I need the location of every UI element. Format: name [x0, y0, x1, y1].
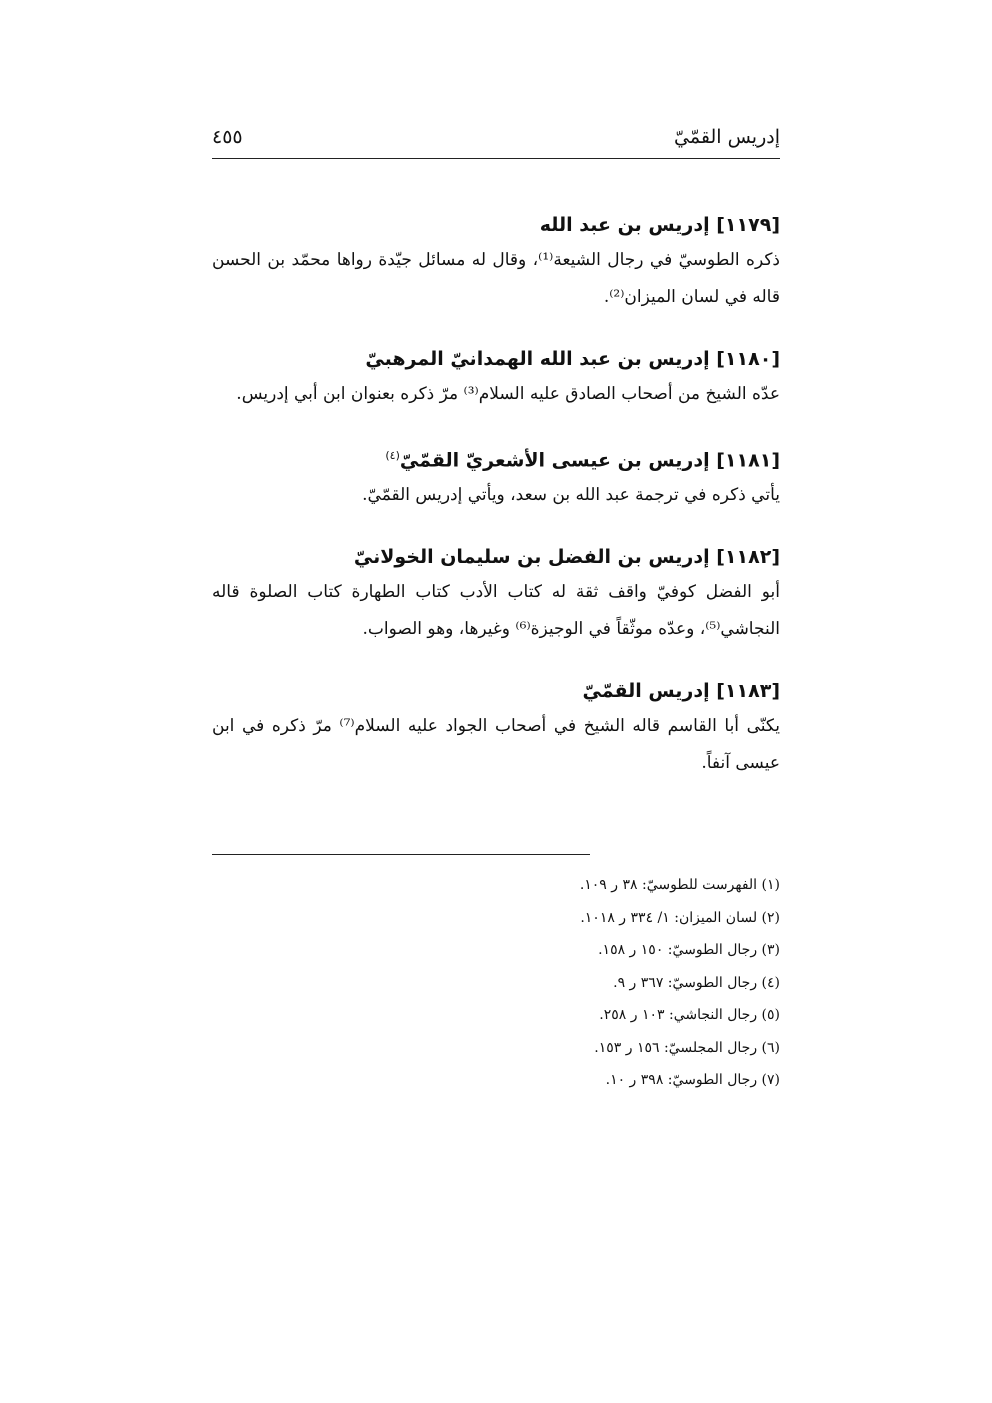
footnote-divider — [212, 854, 590, 855]
entry-body — [212, 376, 780, 413]
entries-section — [212, 208, 780, 808]
entry-title — [212, 439, 780, 477]
entry-body — [212, 574, 780, 648]
footnote-marker: (٤) — [385, 449, 400, 462]
entry-line: يأتي ذكره في ترجمة عبد الله بن سعد، ويأتي إدريس القمّيّ. — [362, 485, 780, 506]
entry-title-text: [١١٧٩] إدريس بن عبد الله — [539, 214, 780, 236]
footnote: (٣) رجال الطوسيّ: ١٥٠ ر ١٥٨. — [598, 942, 780, 958]
footnote: (٤) رجال الطوسيّ: ٣٦٧ ر ٩. — [613, 974, 780, 991]
entry-body — [212, 708, 780, 782]
entry-body — [212, 477, 780, 514]
footnote: (٢) لسان الميزان: ١/ ٣٣٤ ر ١٠١٨. — [580, 909, 780, 926]
entry-title-text: [١١٨٣] إدريس القمّيّ — [582, 680, 780, 703]
book-page — [212, 0, 780, 1403]
footnotes-section — [212, 854, 780, 1097]
entry-title-text: [١١٨١] إدريس بن عيسى الأشعريّ القمّيّ — [399, 449, 780, 472]
page-number: ٤٥٥ — [212, 126, 243, 148]
running-title: إدريس القمّيّ — [674, 126, 780, 148]
entry-1180 — [212, 342, 780, 413]
entry-line: النجاشي⁽⁵⁾، وعدّه موثّقاً في الوجيزة⁽⁶⁾ وغيرها، وهو الصواب. — [362, 619, 780, 640]
entry-line: قاله في لسان الميزان⁽²⁾. — [603, 287, 780, 307]
entry-title — [212, 342, 780, 376]
entry-title-text: [١١٨٢] إدريس بن الفضل بن سليمان الخولانيّ — [353, 546, 780, 569]
entry-1179 — [212, 208, 780, 316]
entry-line: أبو الفضل كوفيّ واقف ثقة له كتاب الأدب كتاب الطهارة كتاب الصلوة قاله — [212, 582, 780, 603]
entry-1181 — [212, 439, 780, 514]
entry-line: يكنّى أبا القاسم قاله الشيخ في أصحاب الجواد عليه السلام⁽⁷⁾ مرّ ذكره في ابن — [212, 716, 780, 737]
entry-title — [212, 540, 780, 574]
entry-line: ذكره الطوسيّ في رجال الشيعة⁽¹⁾، وقال له مسائل جيّدة رواها محمّد بن الحسن — [212, 250, 781, 270]
footnote-list — [212, 869, 780, 1097]
entry-line: عدّه الشيخ من أصحاب الصادق عليه السلام⁽³⁾ مرّ ذكره بعنوان ابن أبي إدريس. — [236, 384, 780, 404]
footnote: (٦) رجال المجلسيّ: ١٥٦ ر ١٥٣. — [594, 1039, 780, 1056]
footnote: (٥) رجال النجاشي: ١٠٣ ر ٢٥٨. — [599, 1007, 780, 1023]
entry-line: عيسى آنفاً. — [701, 753, 780, 774]
entry-1182 — [212, 540, 780, 648]
running-header — [212, 124, 780, 159]
entry-title-text: [١١٨٠] إدريس بن عبد الله الهمدانيّ المرهبيّ — [365, 348, 780, 370]
entry-body — [212, 242, 780, 316]
entry-1183 — [212, 674, 780, 782]
entry-title — [212, 674, 780, 708]
entry-title — [212, 208, 780, 242]
footnote: (١) الفهرست للطوسيّ: ٣٨ ر ١٠٩. — [579, 877, 780, 893]
footnote: (٧) رجال الطوسيّ: ٣٩٨ ر ١٠. — [605, 1072, 780, 1088]
